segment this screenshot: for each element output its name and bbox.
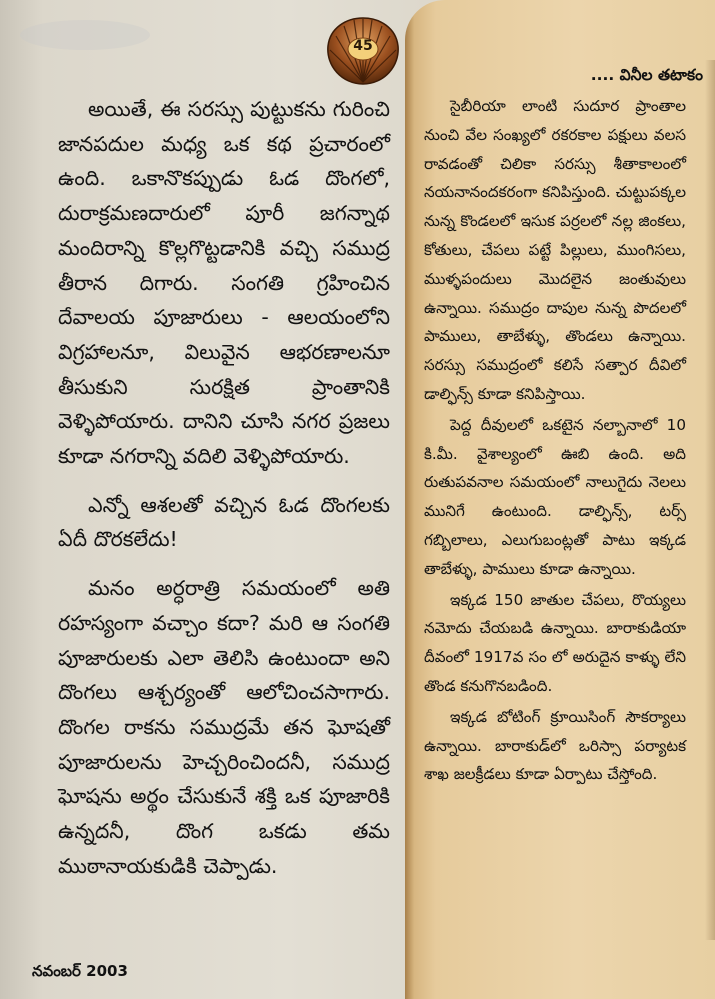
faded-logo-watermark	[20, 20, 150, 50]
paragraph: ఎన్నో ఆశలతో వచ్చిన ఓడ దొంగలకు ఏదీ దొరకలేదు!	[58, 492, 390, 552]
left-column	[58, 92, 390, 897]
paragraph: ఇక్కడ 150 జాతుల చేపలు, రొయ్యలు నమోదు చేయబడి ఉన్నాయి. బారాకుడియా దీవంలో 1917వ సం లో అరుదైన కాళ్ళు లేని తొండ కనుగొనబడింది.	[424, 590, 686, 695]
paragraph: మనం అర్ధరాత్రి సమయంలో అతి రహస్యంగా వచ్చాం కదా? మరి ఆ సంగతి పూజారులకు ఎలా తెలిసి ఉంటుందా అని దొంగలు ఆశ్చర్యంతో ఆలోచించసాగారు. దొంగల రాకను సముద్రమే తన ఘోషతో పూజారులను హెచ్చరించిందనీ, సముద్ర ఘోషను అర్థం చేసుకునే శక్తి ఒక పూజారికి ఉన్నదనీ, దొంగ ఒకడు తమ ముఠానాయకుడికి చెప్పాడు.	[58, 576, 390, 878]
paragraph: అయితే, ఈ సరస్సు పుట్టుకను గురించి జానపదుల మధ్య ఒక కథ ప్రచారంలో ఉంది. ఒకానొకప్పుడు ఓడ దొంగలో, దురాక్రమణదారులో పూరీ జగన్నాథ మందిరాన్ని కొల్లగొట్టడానికి వచ్చి సముద్ర తీరాన దిగారు. సంగతి గ్రహించిన దేవాలయ పూజారులు - ఆలయంలోని విగ్రహాలనూ, విలువైన ఆభరణాలనూ తీసుకుని సురక్షిత ప్రాంతానికి వెళ్ళిపోయారు. దానిని చూసి నగర ప్రజలు కూడా నగరాన్ని వదిలి వెళ్ళిపోయారు.	[58, 97, 390, 469]
paragraph: సైబీరియా లాంటి సుదూర ప్రాంతాల నుంచి వేల సంఖ్యలో రకరకాల పక్షులు వలస రావడంతో చిలికా సరస్సు శీతాకాలంలో నయనానందకరంగా కనిపిస్తుంది. చుట్టుపక్కల నున్న కొండలలో ఇసుక పర్రలలో నల్ల జింకలు, కోతులు, చేపలు పట్టే పిల్లులు, ముంగిసలు, ముళ్ళపందులు మొదలైన జంతువులు ఉన్నాయి. సముద్రం దాపుల నున్న పొదలలో పాములు, తాబేళ్ళు, తొండలు ఉన్నాయి. సరస్సు సముద్రంలో కలిసే సత్పార దీవిలో డాల్ఫిన్స్ కూడా కనిపిస్తాయి.	[424, 97, 686, 403]
paragraph: పెద్ద దీవులలో ఒకటైన నల్బానాలో 10 కి.మీ. వైశాల్యంలో ఊబి ఉంది. అది రుతుపవనాల సమయంలో నాలుగైదు నెలలు మునిగే ఉంటుంది. డాల్ఫిన్స్, టర్స్ గబ్బిలాలు, ఎలుగుబంట్లతో పాటు ఇక్కడ తాబేళ్ళు, పాములు కూడా ఉన్నాయి.	[424, 415, 686, 578]
section-heading: .... వినీల తటాకం	[590, 66, 703, 84]
right-column	[424, 92, 686, 791]
page-number: 45	[353, 38, 373, 54]
issue-date: నవంబర్ 2003	[32, 962, 128, 980]
paragraph: ఇక్కడ బోటింగ్ క్రూయిసింగ్ సౌకర్యాలు ఉన్నాయి. బారాకుడ్‌లో ఒరిస్సా పర్యాటక శాఖ జలక్రీడలు కూడా ఏర్పాటు చేస్తోంది.	[424, 707, 686, 784]
